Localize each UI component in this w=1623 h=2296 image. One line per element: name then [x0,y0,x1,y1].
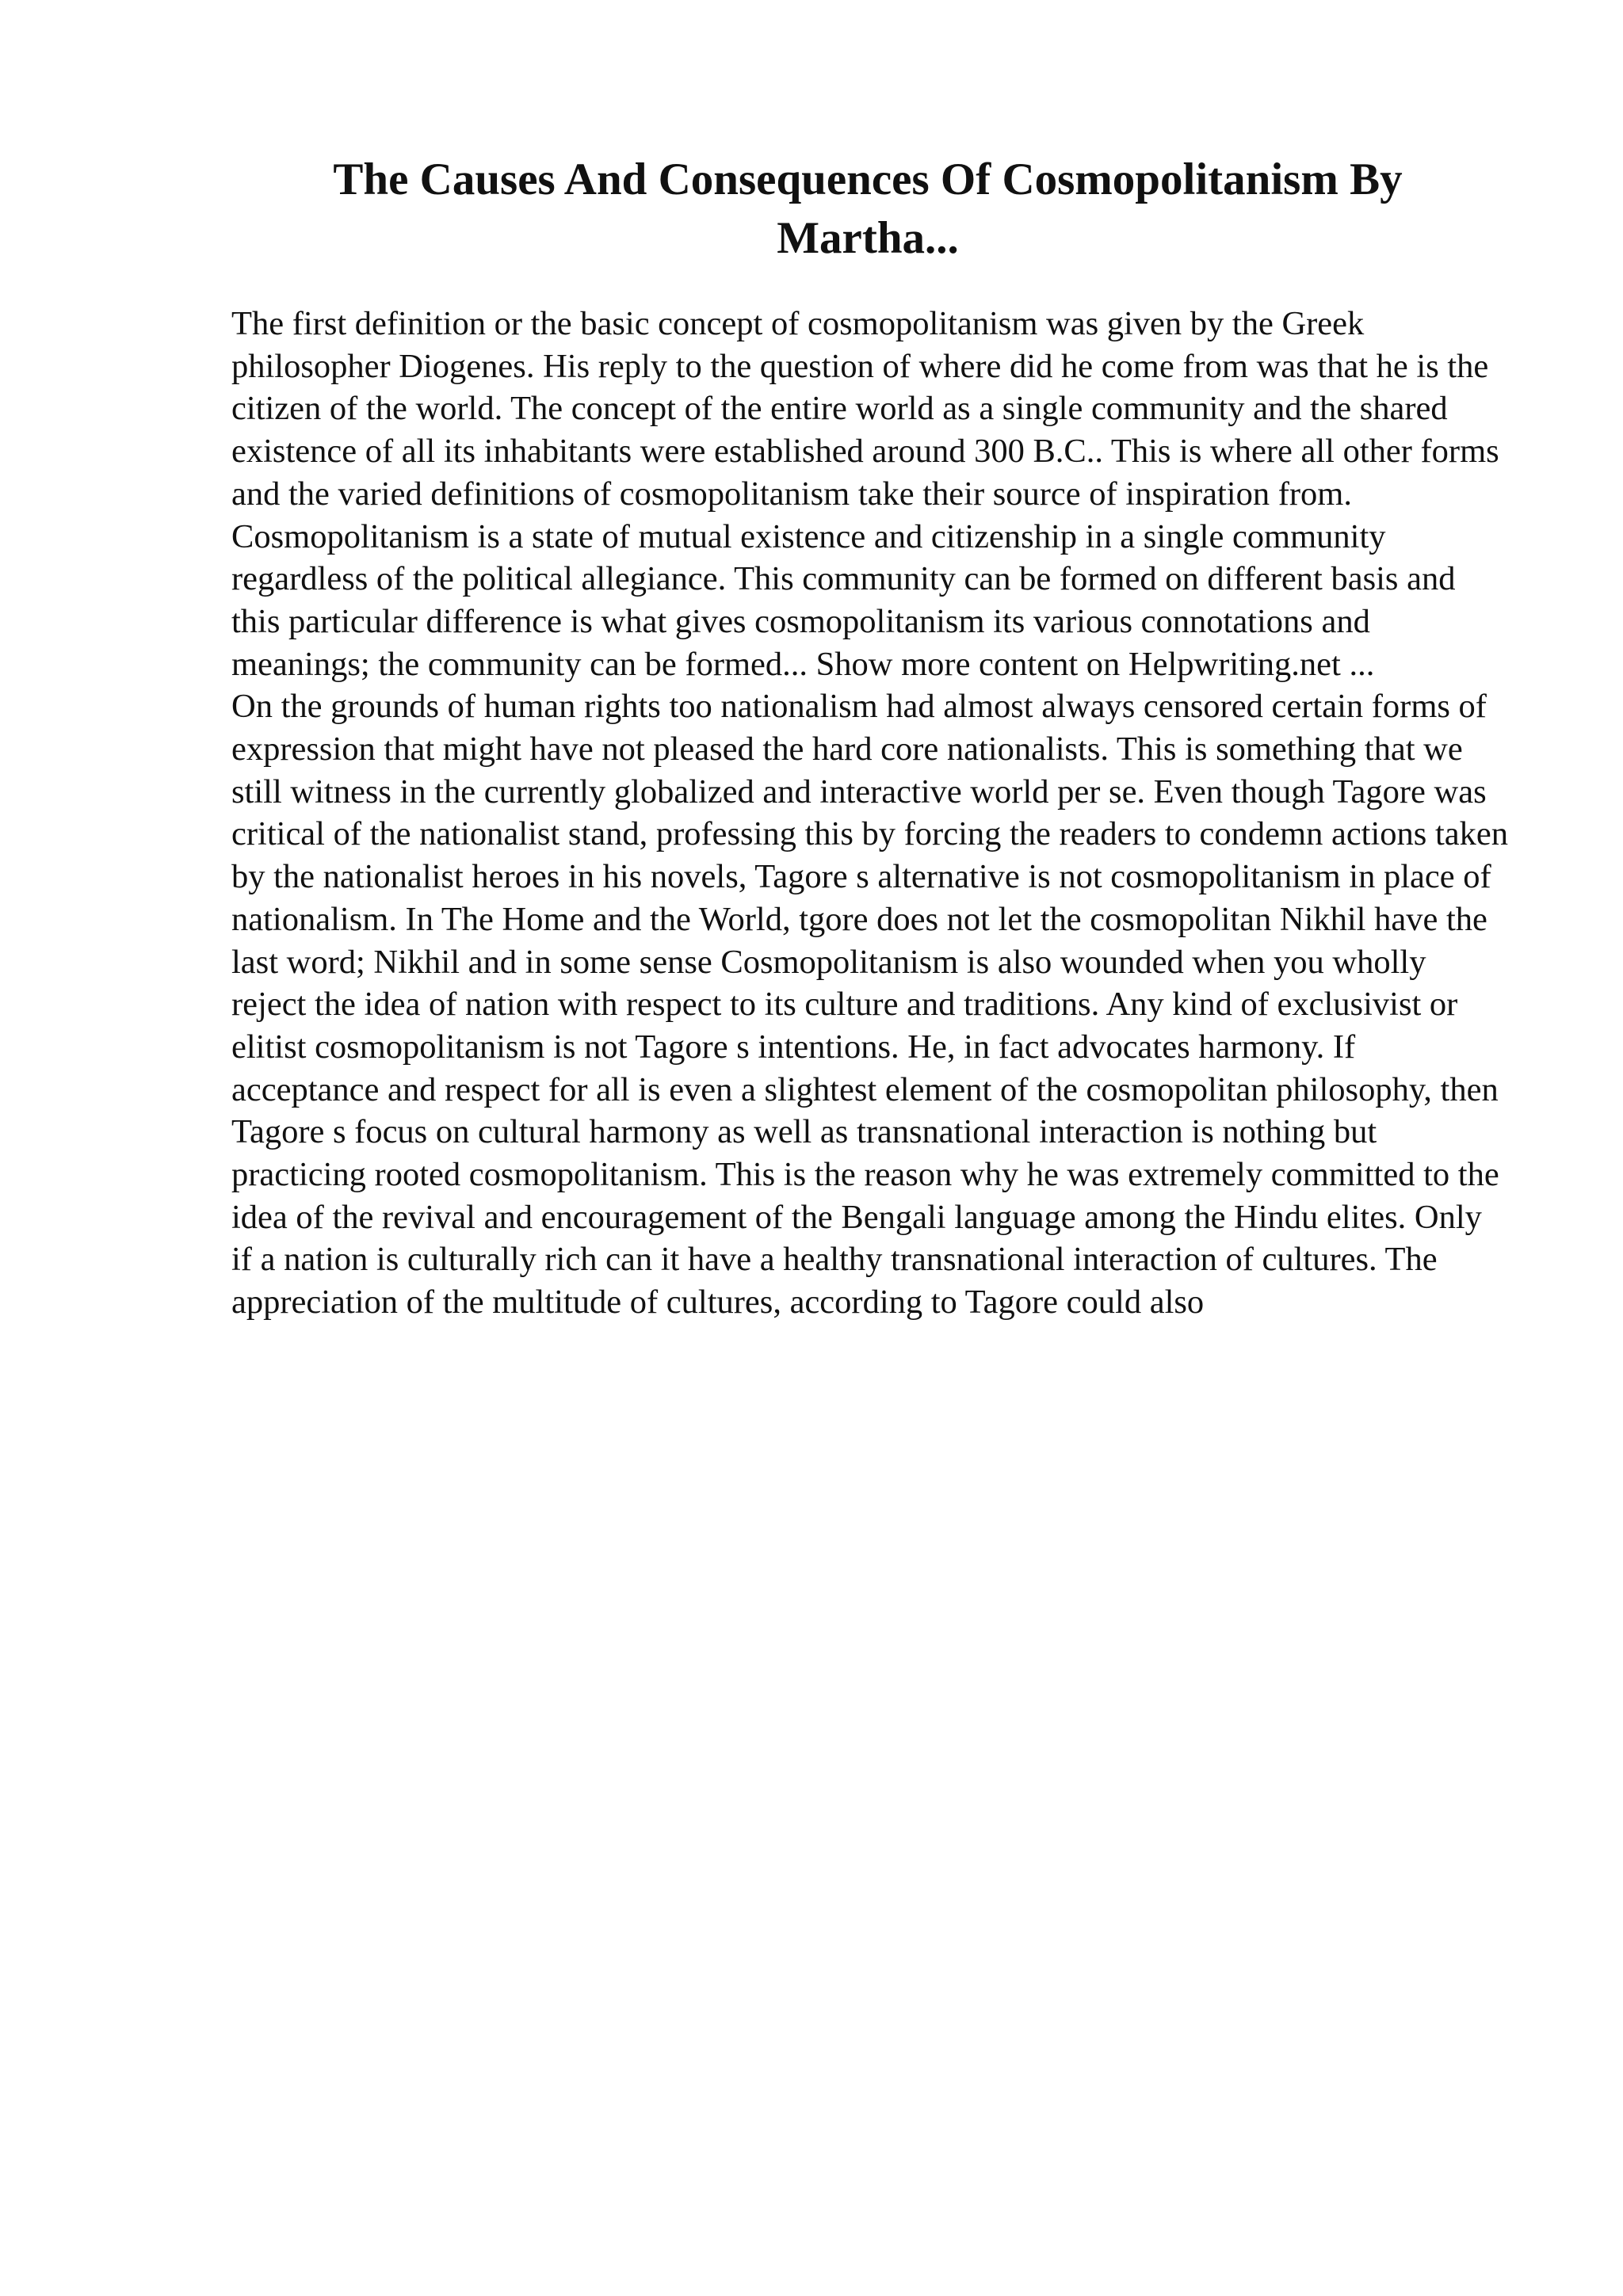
paragraph-2: On the grounds of human rights too nationalism had almost always censored certain forms of expression that might have not pleased the hard core nationalists. This is something that we still witness in the currently globalized and interactive world per se. Even though Tagore was critical of the nationalist stand, professing this by forcing the readers to condemn actions taken by the nationalist heroes in his novels, Tagore s alternative is not cosmopolitanism in place of nationalism. In The Home and the World, tgore does not let the cosmopolitan Nikhil have the last word; Nikhil and in some sense Cosmopolitanism is also wounded when you wholly reject the idea of nation with respect to its culture and traditions. Any kind of exclusivist or elitist cosmopolitanism is not Tagore s intentions. He, in fact advocates harmony. If acceptance and respect for all is even a slightest element of the cosmopolitan philosophy, then Tagore s focus on cultural harmony as well as transnational interaction is nothing but practicing rooted cosmopolitanism. This is the reason why he was extremely committed to the idea of the revival and encouragement of the Bengali language among the Hindu elites. Only if a nation is culturally rich can it have a healthy transnational interaction of cultures. The appreciation of the multitude of cultures, according to Tagore could also [231,688,1508,1322]
paragraph-1: The first definition or the basic concept of cosmopolitanism was given by the Greek philosopher Diogenes. His reply to the question of where did he come from was that he is the citizen of the world. The concept of the entire world as a single community and the shared existence of all its inhabitants were established around 300 B.C.. This is where all other forms and the varied definitions of cosmopolitanism take their source of inspiration from. Cosmopolitanism is a state of mutual existence and citizenship in a single community regardless of the political allegiance. This community can be formed on different basis and this particular difference is what gives cosmopolitanism its various connotations and meanings; the community can be formed... Show more content on Helpwriting.net ... [231,305,1499,683]
document-body [231,303,1509,1324]
document-title: The Causes And Consequences Of Cosmopolitanism By Martha... [333,154,1403,263]
